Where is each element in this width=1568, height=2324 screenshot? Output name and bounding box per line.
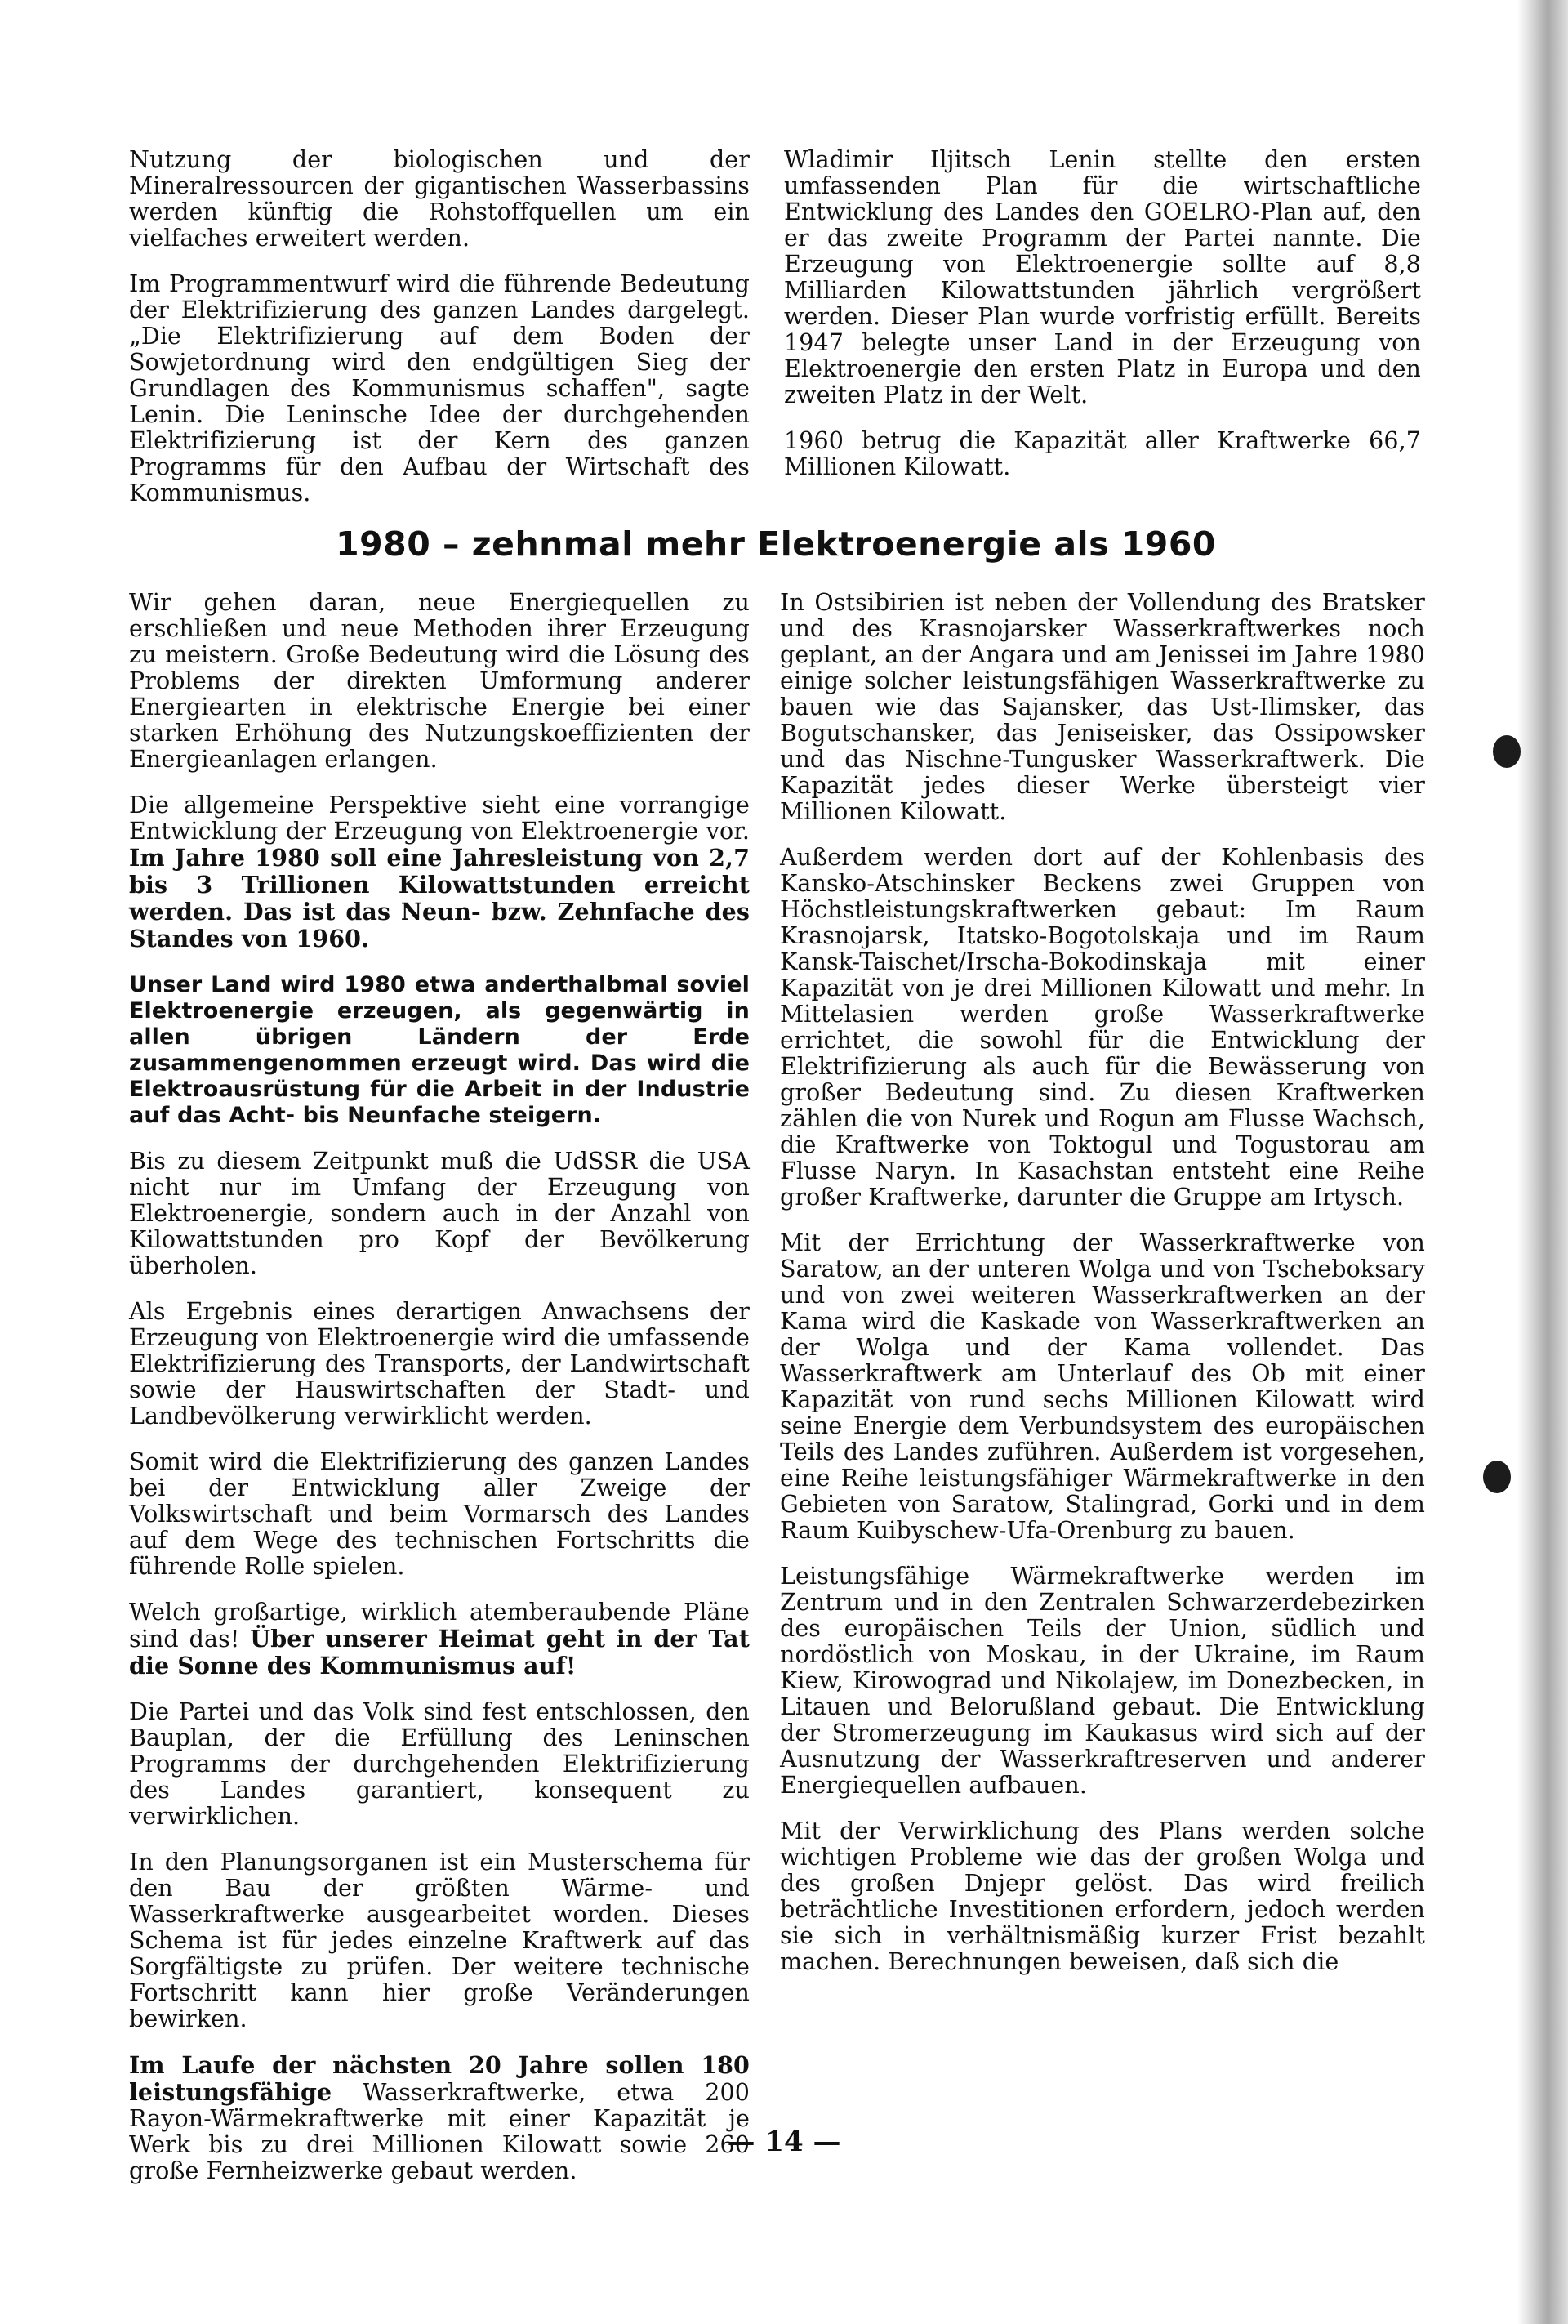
paragraph: In Ostsibirien ist neben der Vollendung des Bratsker und des Krasnojarsker Wasserkraftwerkes noch geplant, an der Angara und am Jenissei im Jahre 1980 einige solcher leistungsfähigen Wasserkraftwerke zu bauen wie das Sajansker, das Ust-Ilimsker, das Bogutschansker, das Jeniseisker, das Ossipowsker und das Nischne-Tungusker Wasserkraftwerk. Die Kapazität jedes dieser Werke übersteigt vier Millionen Kilowatt. bbox=[780, 589, 1425, 825]
paragraph: Die Partei und das Volk sind fest entschlossen, den Bauplan, der die Erfüllung des Leninschen Programms der durchgehenden Elektrifizierung des Landes garantiert, konsequent zu verwirklichen. bbox=[129, 1698, 750, 1830]
paragraph: Wir gehen daran, neue Energiequellen zu erschließen und neue Methoden ihrer Erzeugung zu meistern. Große Bedeutung wird die Lösung des Problems der direkten Umformung anderer Energiearten in elektrische Energie bei einer starken Erhöhung des Nutzungskoeffizienten der Energieanlagen erlangen. bbox=[129, 589, 750, 773]
top-left-column bbox=[129, 147, 750, 526]
paragraph-bold: Unser Land wird 1980 etwa anderthalbmal soviel Elektroenergie erzeugen, als gegenwärtig in allen übrigen Ländern der Erde zusammengenommen erzeugt wird. Das wird die Elektroausrüstung für die Arbeit in der Industrie auf das Acht- bis Neunfache steigern. bbox=[129, 972, 750, 1128]
paragraph: Außerdem werden dort auf der Kohlenbasis des Kansko-Atschinsker Beckens zwei Gruppen von Höchstleistungskraftwerken gebaut: Im Raum Krasnojarsk, Itatsko-Bogotolskaja und im Raum Kansk-Taischet/Irscha-Bokodinskaja mit einer Kapazität von je drei Millionen Kilowatt und mehr. In Mittelasien werden große Wasserkraftwerke errichtet, die sowohl für die Entwicklung der Elektrifizierung als auch für die Bewässerung von großer Bedeutung sind. Zu diesen Kraftwerken zählen die von Nurek und Rogun am Flusse Wachsch, die Kraftwerke von Toktogul und Togustorau am Flusse Naryn. In Kasachstan entsteht eine Reihe großer Kraftwerke, darunter die Gruppe am Irtysch. bbox=[780, 844, 1425, 1211]
punch-hole bbox=[1483, 1461, 1511, 1493]
paragraph: Mit der Verwirklichung des Plans werden solche wichtigen Probleme wie das der großen Wolga und des großen Dnjepr gelöst. Das wird freilich beträchtliche Investitionen erfordern, jedoch werden sie sich in verhältnismäßig kurzer Frist bezahlt machen. Berechnungen beweisen, daß sich die bbox=[780, 1818, 1425, 1975]
page-number: — 14 — bbox=[727, 2126, 841, 2158]
paragraph: Leistungsfähige Wärmekraftwerke werden im Zentrum und in den Zentralen Schwarzerdebezirken des europäischen Teils der Union, südlich und nordöstlich von Moskau, in der Ukraine, im Raum Kiew, Kirowograd und Nikolajew, im Donezbecken, in Litauen und Belorußland gebaut. Die Entwicklung der Stromerzeugung im Kaukasus wird sich auf der Ausnutzung der Wasserkraftreserven und anderer Energiequellen aufbauen. bbox=[780, 1563, 1425, 1799]
paragraph: Als Ergebnis eines derartigen Anwachsens der Erzeugung von Elektroenergie wird die umfassende Elektrifizierung des Transports, der Landwirtschaft sowie der Hauswirtschaften der Stadt- und Landbevölkerung verwirklicht werden. bbox=[129, 1298, 750, 1430]
paragraph-emphasis: Über unserer Heimat geht in der Tat die Sonne des Kommunismus auf! bbox=[129, 1625, 750, 1679]
paragraph: In den Planungsorganen ist ein Musterschema für den Bau der größten Wärme- und Wasserkraftwerke ausgearbeitet worden. Dieses Schema ist für jedes einzelne Kraftwerk auf das Sorgfältigste zu prüfen. Der weitere technische Fortschritt kann hier große Veränderungen bewirken. bbox=[129, 1849, 750, 2032]
section-headline: 1980 – zehnmal mehr Elektroenergie als 1960 bbox=[336, 524, 1216, 564]
paragraph: Bis zu diesem Zeitpunkt muß die UdSSR die USA nicht nur im Umfang der Erzeugung von Elektroenergie, sondern auch in der Anzahl von Kilowattstunden pro Kopf der Bevölkerung überholen. bbox=[129, 1148, 750, 1279]
scan-edge-shadow bbox=[1517, 0, 1568, 2324]
paragraph bbox=[129, 792, 750, 952]
paragraph-text: Welch großartige, wirklich atemberaubende Pläne sind das! bbox=[129, 1599, 750, 1653]
paragraph: Somit wird die Elektrifizierung des ganzen Landes bei der Entwicklung aller Zweige der Volkswirtschaft und beim Vormarsch des Landes auf dem Wege des technischen Fortschritts die führende Rolle spielen. bbox=[129, 1448, 750, 1580]
punch-hole bbox=[1493, 735, 1521, 768]
paragraph bbox=[129, 1599, 750, 1679]
paragraph-text: Die allgemeine Perspektive sieht eine vorrangige Entwicklung der Erzeugung von Elektroenergie vor. bbox=[129, 792, 750, 845]
paragraph-emphasis: Im Jahre 1980 soll eine Jahresleistung von 2,7 bis 3 Trillionen Kilowattstunden erreicht werden. Das ist das Neun- bzw. Zehnfache des Standes von 1960. bbox=[129, 844, 750, 952]
paragraph: Mit der Errichtung der Wasserkraftwerke von Saratow, an der unteren Wolga und von Tscheboksary und von zwei weiteren Wasserkraftwerken an der Kama wird die Kaskade von Wasserkraftwerken an der Wolga und der Kama vollendet. Das Wasserkraftwerk am Unterlauf des Ob mit einer Kapazität von rund sechs Millionen Kilowatt wird seine Energie dem Verbundsystem des europäischen Teils des Landes zuführen. Außerdem ist vorgesehen, eine Reihe leistungsfähiger Wärmekraftwerke in den Gebieten von Saratow, Stalingrad, Gorki und in dem Raum Kuibyschew-Ufa-Orenburg zu bauen. bbox=[780, 1229, 1425, 1544]
right-column bbox=[780, 590, 1425, 1995]
paragraph: 1960 betrug die Kapazität aller Kraftwerke 66,7 Millionen Kilowatt. bbox=[784, 427, 1421, 480]
paragraph: Im Programmentwurf wird die führende Bedeutung der Elektrifizierung des ganzen Landes dargelegt. „Die Elektrifizierung auf dem Boden der Sowjetordnung wird den endgültigen Sieg der Grundlagen des Kommunismus schaffen", sagte Lenin. Die Leninsche Idee der durchgehenden Elektrifizierung ist der Kern des ganzen Programms für den Aufbau der Wirtschaft des Kommunismus. bbox=[129, 270, 750, 506]
paragraph: Nutzung der biologischen und der Mineralressourcen der gigantischen Wasserbassins werden künftig die Rohstoffquellen um ein vielfaches erweitert werden. bbox=[129, 146, 750, 252]
paragraph-text: Wasserkraftwerke, etwa 200 Rayon-Wärmekraftwerke mit einer Kapazität je Werk bis zu drei Millionen Kilowatt sowie 260 große Fernheizwerke gebaut werden. bbox=[129, 2079, 750, 2184]
paragraph bbox=[129, 2052, 750, 2184]
paragraph: Wladimir Iljitsch Lenin stellte den ersten umfassenden Plan für die wirtschaftliche Entwicklung des Landes den GOELRO-Plan auf, den er das zweite Programm der Partei nannte. Die Erzeugung von Elektroenergie sollte auf 8,8 Milliarden Kilowattstunden jährlich vergrößert werden. Dieser Plan wurde vorfristig erfüllt. Bereits 1947 belegte unser Land in der Erzeugung von Elektroenergie den ersten Platz in Europa und den zweiten Platz in der Welt. bbox=[784, 146, 1421, 408]
top-right-column bbox=[784, 147, 1421, 500]
left-column bbox=[129, 590, 750, 2204]
paragraph-emphasis: Im Laufe der nächsten 20 Jahre sollen 180 leistungsfähige bbox=[129, 2051, 750, 2106]
